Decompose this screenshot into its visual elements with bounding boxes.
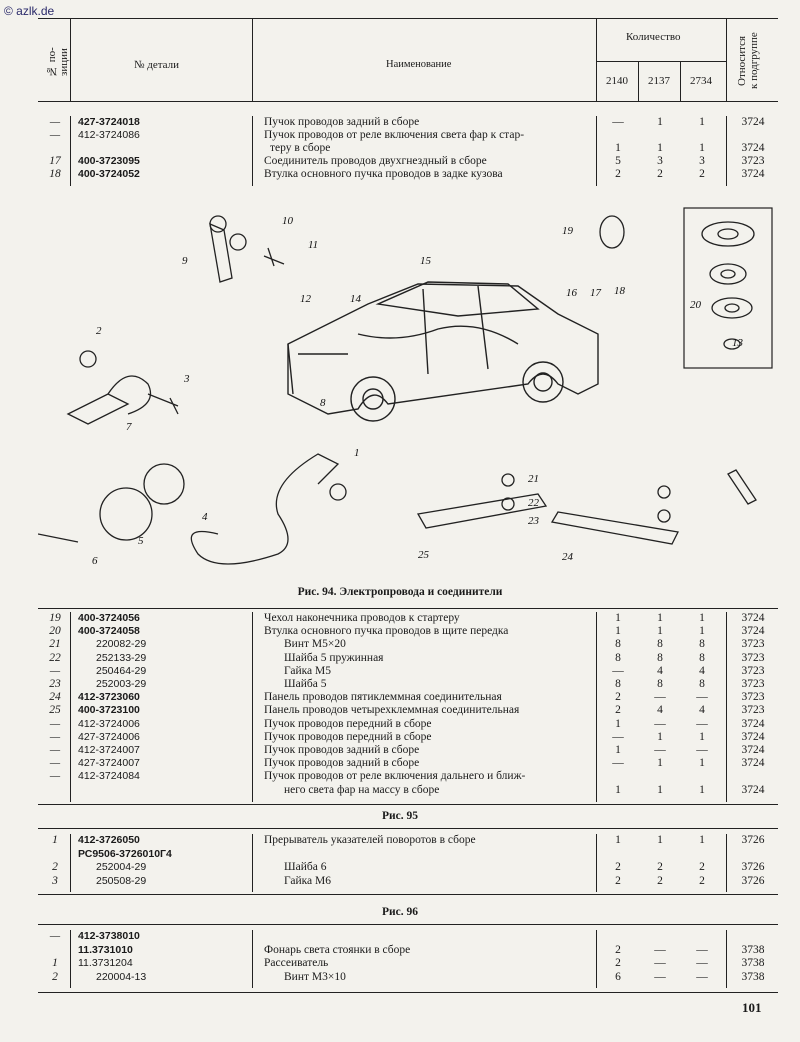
qty-2140: 5: [615, 155, 621, 167]
header-model-3: 2734: [690, 75, 712, 87]
qty-2734: —: [696, 957, 708, 969]
subgroup: 3724: [741, 730, 765, 743]
qty-2734: 8: [699, 678, 705, 690]
parts-table-4: [38, 930, 778, 988]
table-row: [38, 757, 778, 770]
position-number: —: [49, 717, 61, 730]
part-name: Пучок проводов задний в сборе: [264, 757, 420, 770]
table-row: [38, 638, 778, 651]
table-row: [38, 625, 778, 638]
part-number: 250508-29: [96, 874, 147, 887]
subgroup: 3724: [741, 757, 765, 770]
qty-2140: 2: [615, 168, 621, 180]
qty-2140: —: [612, 730, 624, 743]
part-name: Втулка основного пучка проводов в щите передка: [264, 625, 509, 638]
fig-label-6: 6: [92, 555, 98, 567]
position-number: 3: [52, 874, 58, 887]
part-number: 400-3724052: [78, 168, 140, 180]
fig-label-8: 8: [320, 397, 326, 409]
fig-label-9: 9: [182, 255, 188, 267]
part-number: 252004-29: [96, 861, 147, 873]
header-part-number: № детали: [134, 59, 180, 71]
position-number: —: [49, 744, 61, 756]
qty-2734: 8: [699, 651, 705, 664]
header-quantity: Количество: [626, 31, 681, 43]
subgroup: 3723: [741, 678, 765, 690]
qty-2734: 1: [699, 116, 705, 128]
part-name: Винт М3×10: [284, 970, 346, 983]
qty-2734: —: [696, 717, 708, 730]
qty-2140: 8: [615, 678, 621, 690]
qty-2137: 3: [657, 155, 663, 167]
qty-2140: 1: [615, 625, 621, 638]
subgroup: 3723: [741, 651, 765, 664]
qty-2734: —: [696, 691, 708, 704]
subgroup: 3724: [741, 168, 765, 180]
qty-2734: —: [696, 744, 708, 756]
qty-2137: 1: [657, 142, 663, 154]
qty-2734: 3: [699, 155, 705, 167]
qty-2137: 1: [657, 730, 663, 743]
position-number: 23: [49, 678, 61, 690]
qty-2137: —: [654, 691, 666, 704]
qty-2140: —: [612, 116, 624, 128]
part-number: 427-3724007: [78, 757, 140, 770]
part-name: Пучок проводов передний в сборе: [264, 730, 432, 743]
table-row: [38, 142, 778, 155]
part-number: 252003-29: [96, 678, 147, 690]
table-row: [38, 691, 778, 704]
part-name: Рассеиватель: [264, 957, 329, 969]
table-row: [38, 652, 778, 665]
qty-2734: —: [696, 943, 708, 956]
table-row: [38, 744, 778, 757]
qty-2140: 2: [615, 943, 621, 956]
table-row: [38, 930, 778, 943]
part-name: теру в сборе: [270, 142, 331, 154]
page-number: 101: [742, 1000, 762, 1015]
part-name: Гайка М5: [284, 664, 331, 677]
position-number: —: [49, 770, 61, 783]
qty-2137: 2: [657, 874, 663, 887]
part-name: Чехол наконечника проводов к стартеру: [264, 612, 460, 624]
qty-2140: 1: [615, 612, 621, 624]
part-name: Панель проводов пятиклеммная соединительная: [264, 691, 502, 704]
table-row: [38, 718, 778, 731]
fig-label-24: 24: [562, 551, 573, 563]
qty-2137: 1: [657, 834, 663, 846]
part-number: 250464-29: [96, 664, 147, 677]
part-number: 412-3724007: [78, 744, 140, 756]
subgroup: 3723: [741, 704, 765, 717]
table-header: [38, 18, 778, 102]
position-number: 19: [49, 612, 61, 624]
qty-2140: 1: [615, 834, 621, 846]
position-number: —: [49, 757, 61, 770]
subgroup: 3724: [741, 612, 765, 624]
part-number: 220082-29: [96, 638, 147, 651]
fig-label-16: 16: [566, 287, 577, 299]
qty-2734: 1: [699, 783, 705, 796]
position-number: —: [49, 664, 61, 677]
table-row: [38, 971, 778, 984]
qty-2137: —: [654, 744, 666, 756]
table-row: [38, 848, 778, 861]
qty-2137: 1: [657, 612, 663, 624]
fig-label-15: 15: [420, 255, 431, 267]
qty-2734: 4: [699, 664, 705, 677]
header-name: Наименование: [386, 59, 452, 70]
part-name: Пучок проводов от реле включения дальнего и ближ-: [264, 770, 526, 783]
table-row: [38, 784, 778, 797]
table-row: [38, 861, 778, 874]
qty-2137: 2: [657, 168, 663, 180]
fig-label-18: 18: [614, 285, 625, 297]
position-number: 1: [52, 957, 58, 969]
part-number: 11.3731010: [78, 943, 133, 956]
part-name: Пучок проводов передний в сборе: [264, 717, 432, 730]
position-number: —: [49, 116, 61, 128]
parts-table-3: [38, 834, 778, 892]
subgroup: 3738: [741, 943, 765, 956]
part-name: Фонарь света стоянки в сборе: [264, 943, 411, 956]
part-number: 412-3724006: [78, 717, 140, 730]
table-row: [38, 704, 778, 717]
subgroup: 3738: [741, 957, 765, 969]
fig-label-13: 13: [732, 337, 743, 349]
position-number: —: [49, 930, 61, 942]
part-name: Винт М5×20: [284, 638, 346, 651]
qty-2734: 4: [699, 704, 705, 717]
subgroup: 3724: [741, 116, 765, 128]
part-name: Втулка основного пучка проводов в задке кузова: [264, 168, 503, 180]
part-name: Гайка М6: [284, 874, 331, 887]
table-row: [38, 834, 778, 847]
figure-94-illustration: [38, 194, 778, 594]
qty-2140: 8: [615, 638, 621, 651]
qty-2734: 1: [699, 625, 705, 638]
part-number: 427-3724018: [78, 116, 140, 128]
part-number: 412-3738010: [78, 930, 140, 942]
qty-2137: —: [654, 943, 666, 956]
qty-2734: 1: [699, 757, 705, 770]
fig-label-7: 7: [126, 421, 132, 433]
subgroup: 3726: [741, 861, 765, 873]
inset-box: [684, 208, 772, 368]
qty-2734: 2: [699, 874, 705, 887]
fig-label-25: 25: [418, 549, 429, 561]
part-name: Шайба 5 пружинная: [284, 651, 384, 664]
qty-2137: 4: [657, 704, 663, 717]
fig-label-10: 10: [282, 215, 293, 227]
subgroup: 3723: [741, 691, 765, 704]
part-name: Шайба 5: [284, 678, 327, 690]
position-number: 20: [49, 625, 61, 638]
subgroup: 3724: [741, 142, 765, 154]
qty-2734: 1: [699, 834, 705, 846]
qty-2137: 2: [657, 861, 663, 873]
subgroup: 3724: [741, 744, 765, 756]
qty-2140: 1: [615, 783, 621, 796]
qty-2140: 1: [615, 142, 621, 154]
table-row: [38, 957, 778, 970]
part-number: 412-3723060: [78, 691, 140, 704]
part-number: 252133-29: [96, 651, 147, 664]
subgroup: 3726: [741, 834, 765, 846]
part-number: 400-3724058: [78, 625, 140, 638]
part-name: него света фар на массу в сборе: [284, 783, 440, 796]
qty-2137: 1: [657, 783, 663, 796]
fig-label-1: 1: [354, 447, 360, 459]
part-number: 427-3724006: [78, 730, 140, 743]
position-number: 22: [49, 651, 61, 664]
subgroup: 3723: [741, 155, 765, 167]
part-number: 400-3723100: [78, 704, 140, 717]
qty-2137: 1: [657, 116, 663, 128]
part-name: Панель проводов четырехклеммная соединительная: [264, 704, 520, 717]
qty-2734: 8: [699, 638, 705, 651]
header-model-2: 2137: [648, 75, 670, 87]
part-number: 412-3726050: [78, 834, 140, 846]
position-number: 25: [49, 704, 61, 717]
position-number: 17: [49, 155, 61, 167]
header-position: № по- зиции: [46, 47, 70, 77]
fig-label-14: 14: [350, 293, 361, 305]
part-name: Шайба 6: [284, 861, 327, 873]
qty-2137: 4: [657, 664, 663, 677]
table-row: [38, 770, 778, 783]
fig-label-17: 17: [590, 287, 601, 299]
qty-2137: 8: [657, 651, 663, 664]
subgroup: 3724: [741, 717, 765, 730]
table-row: [38, 944, 778, 957]
car-drawing: [288, 282, 598, 421]
subgroup: 3738: [741, 970, 765, 983]
position-number: 1: [52, 834, 58, 846]
parts-table-1: [38, 116, 778, 186]
qty-2140: 2: [615, 957, 621, 969]
subgroup: 3723: [741, 664, 765, 677]
part-number: 11.3731204: [78, 957, 133, 969]
qty-2140: 1: [615, 744, 621, 756]
table-row: [38, 875, 778, 888]
position-number: 2: [52, 970, 58, 983]
qty-2734: 2: [699, 168, 705, 180]
fig-label-20: 20: [690, 299, 701, 311]
figure-94-caption: Рис. 94. Электропровода и соединители: [297, 586, 503, 598]
part-number: 400-3724056: [78, 612, 140, 624]
qty-2137: 8: [657, 638, 663, 651]
table-row: [38, 168, 778, 181]
qty-2734: 1: [699, 730, 705, 743]
table-row: [38, 116, 778, 129]
qty-2734: 1: [699, 612, 705, 624]
subgroup: 3724: [741, 783, 765, 796]
qty-2734: 1: [699, 142, 705, 154]
figure-95-caption: Рис. 95: [381, 810, 418, 822]
position-number: 21: [49, 638, 61, 651]
part-number: 220004-13: [96, 970, 147, 983]
fig-label-12: 12: [300, 293, 311, 305]
table-row: [38, 678, 778, 691]
header-model-1: 2140: [606, 75, 628, 87]
table-row: [38, 665, 778, 678]
position-number: 2: [52, 861, 58, 873]
watermark: © azlk.de: [4, 4, 55, 18]
header-subgroup: Относится к подгруппе: [736, 32, 760, 90]
table-row: [38, 155, 778, 168]
fig-label-4: 4: [202, 511, 208, 523]
position-number: 18: [49, 168, 61, 180]
qty-2140: 1: [615, 717, 621, 730]
part-name: Пучок проводов от реле включения света фар к стар-: [264, 129, 525, 141]
qty-2734: 2: [699, 861, 705, 873]
subgroup: 3724: [741, 625, 765, 638]
qty-2137: 1: [657, 625, 663, 638]
fig-label-21: 21: [528, 473, 539, 485]
qty-2137: 8: [657, 678, 663, 690]
qty-2734: —: [696, 970, 708, 983]
qty-2140: 2: [615, 704, 621, 717]
table-row: [38, 612, 778, 625]
parts-table-2: [38, 612, 778, 802]
qty-2140: —: [612, 664, 624, 677]
part-number: 412-3724086: [78, 129, 140, 141]
fig-label-22: 22: [528, 497, 539, 509]
fig-label-19: 19: [562, 225, 573, 237]
part-name: Соединитель проводов двухгнездный в сборе: [264, 155, 487, 167]
qty-2140: 8: [615, 651, 621, 664]
table-row: [38, 129, 778, 142]
part-number: 412-3724084: [78, 770, 140, 783]
part-number: 400-3723095: [78, 155, 140, 167]
table-row: [38, 731, 778, 744]
position-number: —: [49, 129, 61, 141]
qty-2140: 2: [615, 861, 621, 873]
fig-label-5: 5: [138, 535, 144, 547]
part-number: РС9506-3726010Г4: [78, 847, 172, 860]
qty-2140: 2: [615, 691, 621, 704]
qty-2137: —: [654, 970, 666, 983]
figure-96-caption: Рис. 96: [381, 906, 418, 918]
part-name: Пучок проводов задний в сборе: [264, 744, 420, 756]
qty-2137: —: [654, 957, 666, 969]
fig-label-3: 3: [184, 373, 190, 385]
qty-2140: —: [612, 757, 624, 770]
position-number: 24: [49, 691, 61, 704]
part-name: Пучок проводов задний в сборе: [264, 116, 420, 128]
qty-2137: 1: [657, 757, 663, 770]
part-name: Прерыватель указателей поворотов в сборе: [264, 834, 476, 846]
fig-label-23: 23: [528, 515, 539, 527]
qty-2140: 6: [615, 970, 621, 983]
fig-label-2: 2: [96, 325, 102, 337]
fig-label-11: 11: [308, 239, 319, 251]
subgroup: 3726: [741, 874, 765, 887]
qty-2140: 2: [615, 874, 621, 887]
position-number: —: [49, 730, 61, 743]
subgroup: 3723: [741, 638, 765, 651]
qty-2137: —: [654, 717, 666, 730]
